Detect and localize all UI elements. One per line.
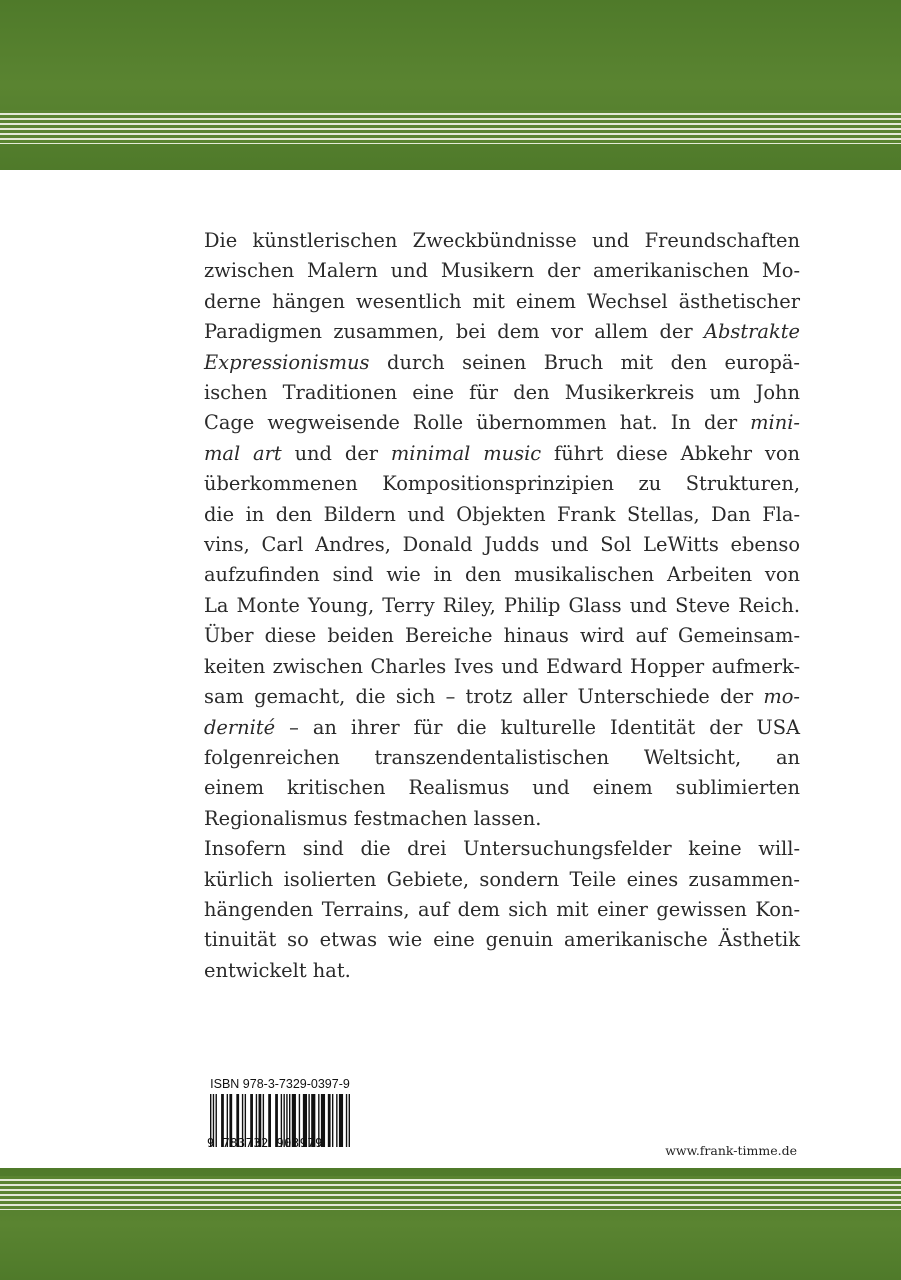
- publisher-url: www.frank-timme.de: [665, 1143, 797, 1158]
- barcode-bar: [328, 1094, 331, 1147]
- blurb-italic-text: mini-: [750, 411, 800, 435]
- blurb-text: kürlich isolierten Gebiete, sondern Teile eines zusammen-: [204, 867, 800, 891]
- blurb-text: aufzufinden sind wie in den musikalischen Arbeiten von: [204, 563, 800, 587]
- blurb-text: einem kritischen Realismus und einem sublimierten: [204, 776, 800, 800]
- bottom-stripe-lines: [0, 1176, 901, 1210]
- blurb-text: Paradigmen zusammen, bei dem vor allem der: [204, 320, 704, 344]
- blurb-text: führt diese Abkehr von: [541, 441, 800, 465]
- barcode-bar: [349, 1094, 350, 1147]
- blurb-text: Insofern sind die drei Untersuchungsfelder keine will-: [204, 837, 800, 861]
- blurb-line: [204, 773, 800, 803]
- blurb-line: [204, 956, 800, 986]
- blurb-line: [204, 895, 800, 925]
- blurb-text: die in den Bildern und Objekten Frank Stellas, Dan Fla-: [204, 502, 800, 526]
- blurb-line: [204, 439, 800, 469]
- blurb-line: [204, 560, 800, 590]
- blurb-line: [204, 500, 800, 530]
- barcode-bar: [332, 1094, 333, 1147]
- blurb-line: [204, 317, 800, 347]
- blurb-text: durch seinen Bruch mit den europä-: [369, 350, 800, 374]
- blurb-text: vins, Carl Andres, Donald Judds und Sol LeWitts ebenso: [204, 533, 800, 557]
- blurb-line: [204, 621, 800, 651]
- blurb-line: [204, 226, 800, 256]
- top-stripe-lines: [0, 110, 901, 144]
- blurb-text: zwischen Malern und Musikern der amerikanischen Mo-: [204, 259, 800, 283]
- blurb-line: [204, 287, 800, 317]
- blurb-italic-text: minimal music: [390, 441, 542, 465]
- barcode-bar: [346, 1094, 347, 1147]
- blurb-text: ischen Traditionen eine für den Musikerkreis um John: [204, 381, 800, 405]
- blurb-text: – an ihrer für die kulturelle Identität der USA: [275, 715, 800, 739]
- blurb-text: sam gemacht, die sich – trotz aller Unterschiede der: [204, 685, 764, 709]
- blurb-line: [204, 925, 800, 955]
- blurb-line: [204, 256, 800, 286]
- blurb-line: [204, 834, 800, 864]
- blurb-italic-text: Abstrakte: [703, 320, 800, 344]
- blurb-text: folgenreichen transzendentalistischen Weltsicht, an: [204, 745, 800, 769]
- isbn-barcode: [207, 1077, 353, 1150]
- blurb-line: [204, 682, 800, 712]
- blurb-line: [204, 530, 800, 560]
- blurb-italic-text: Expressionismus: [204, 350, 370, 374]
- blurb-line: [204, 378, 800, 408]
- isbn-label: ISBN 978-3-7329-0397-9: [210, 1077, 350, 1091]
- barcode-digits: 9 783732 903979: [207, 1137, 353, 1150]
- blurb-text: Über diese beiden Bereiche hinaus wird auf Gemeinsam-: [204, 624, 800, 648]
- blurb-line: [204, 408, 800, 438]
- blurb-line: [204, 652, 800, 682]
- blurb-italic-text: mal art: [204, 441, 282, 465]
- blurb-line: [204, 743, 800, 773]
- barcode-bar: [339, 1094, 343, 1147]
- blurb-text: überkommenen Kompositionsprinzipien zu Strukturen,: [204, 472, 800, 496]
- blurb-text: keiten zwischen Charles Ives und Edward Hopper aufmerk-: [204, 654, 800, 678]
- blurb-italic-text: mo-: [763, 685, 800, 709]
- blurb-text: Regionalismus festmachen lassen.: [204, 806, 542, 830]
- blurb-line: [204, 469, 800, 499]
- blurb-text: hängenden Terrains, auf dem sich mit einer gewissen Kon-: [204, 897, 800, 921]
- blurb-text: derne hängen wesentlich mit einem Wechsel ästhetischer: [204, 289, 800, 313]
- top-green-band: [0, 0, 901, 170]
- barcode-bar: [336, 1094, 337, 1147]
- bottom-green-band: [0, 1168, 901, 1280]
- blurb-text: La Monte Young, Terry Riley, Philip Glass und Steve Reich.: [204, 593, 800, 617]
- blurb-line: [204, 348, 800, 378]
- blurb-line: [204, 591, 800, 621]
- blurb-line: [204, 865, 800, 895]
- blurb-italic-text: dernité: [204, 715, 276, 739]
- back-cover-blurb: [204, 226, 800, 986]
- blurb-text: und der: [281, 441, 391, 465]
- blurb-text: Die künstlerischen Zweckbündnisse und Freundschaften: [204, 229, 800, 252]
- blurb-text: Cage wegweisende Rolle übernommen hat. In der: [204, 411, 751, 435]
- blurb-line: [204, 713, 800, 743]
- blurb-text: tinuität so etwas wie eine genuin amerikanische Ästhetik: [204, 928, 800, 952]
- blurb-line: [204, 804, 800, 834]
- blurb-text: entwickelt hat.: [204, 958, 351, 982]
